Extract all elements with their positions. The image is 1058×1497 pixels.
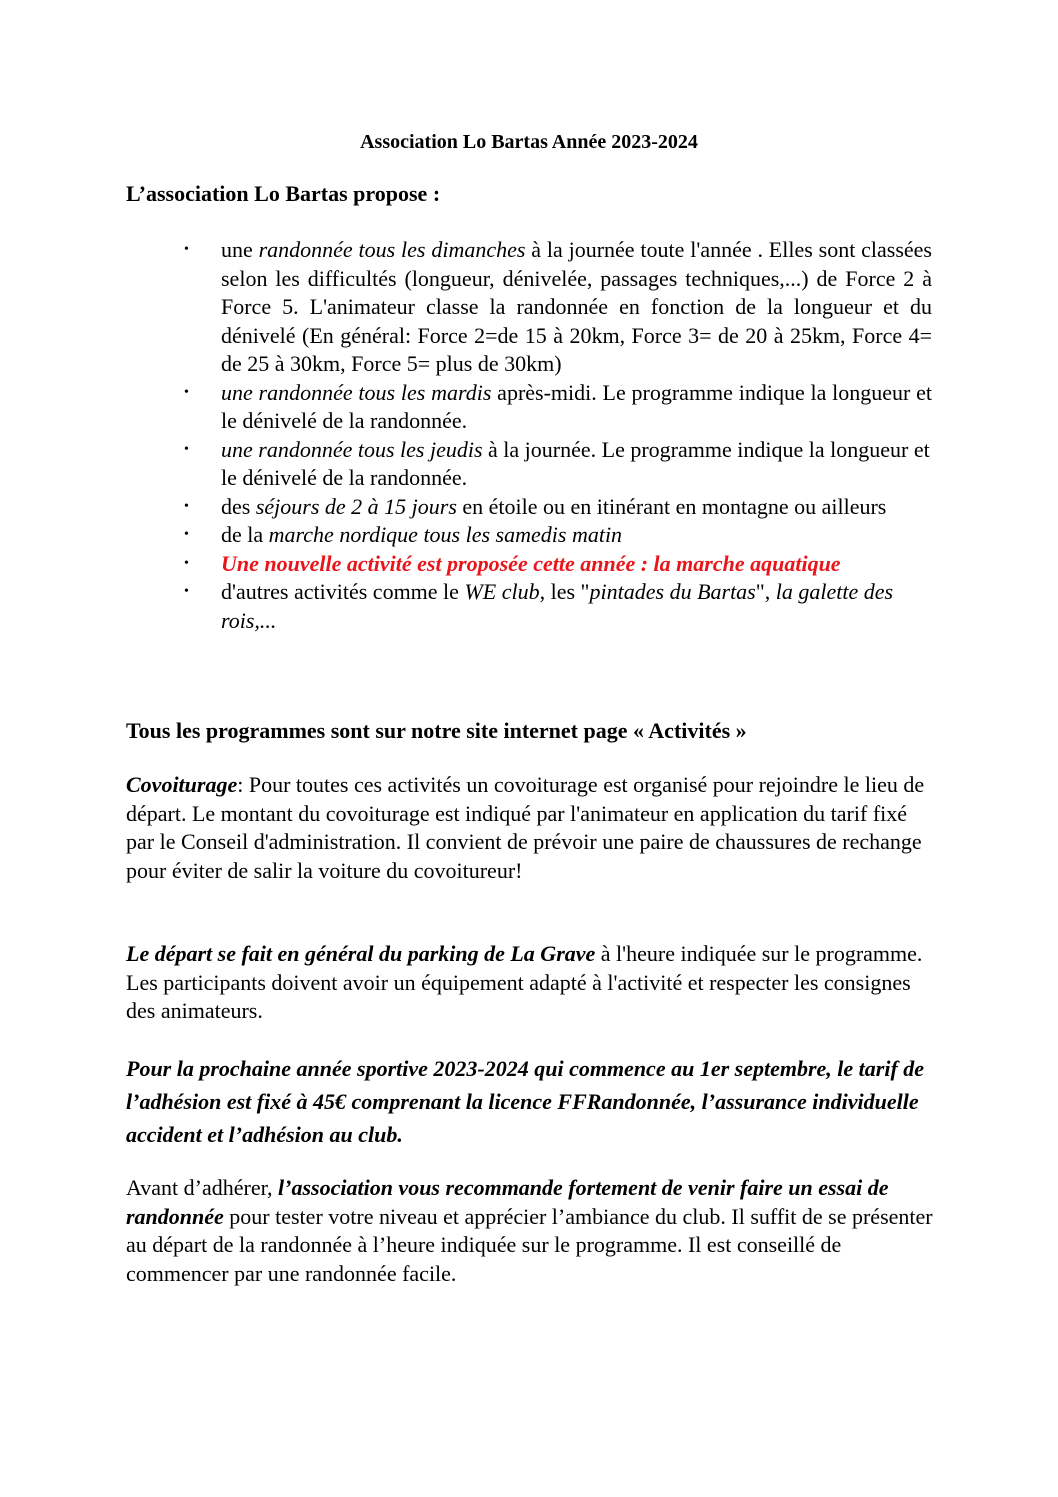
item-emphasis: la galette des rois,...: [221, 579, 894, 633]
trial-hike-paragraph: [126, 1174, 936, 1288]
item-text: en étoile ou en itinérant en montagne ou ailleurs: [456, 493, 887, 519]
item-text: des: [221, 493, 256, 519]
item-emphasis: séjours de 2 à 15 jours: [255, 493, 457, 519]
list-item-sunday-hikes: [177, 236, 932, 379]
departure-paragraph: [126, 940, 936, 1026]
covoiturage-text: : Pour toutes ces activités un covoiturage est organisé pour rejoindre le lieu de départ. Le montant du covoiturage est indiqué par l'animateur en application du tarif fixé par le Conseil d'administration. Il convient de prévoir une paire de chaussures de rechange pour éviter de salir la voiture du covoitureur!: [126, 772, 925, 883]
item-text: d'autres activités comme le: [221, 579, 465, 604]
programmes-notice: Tous les programmes sont sur notre site internet page « Activités »: [126, 718, 747, 743]
bullet-icon: •: [184, 242, 189, 257]
intro-heading: L’association Lo Bartas propose :: [126, 181, 441, 206]
item-text: de la: [221, 522, 269, 547]
departure-emphasis: Le départ se fait en général du parking de La Grave: [126, 941, 596, 966]
item-text: à la journée toute l'année . Elles sont classées selon les difficultés (longueur, dénivelée, passages techniques,...) de Force 2 à Force 5. L'animateur classe la randonnée en fonction de la longueur et du dénivelé (En général: Force 2=de 15 à 20km, Force 3= de 20 à 25km, Force 4= de 25 à 30km, Force 5= plus de 30km): [221, 237, 932, 376]
item-emphasis: une randonnée tous les jeudis: [221, 436, 483, 462]
item-emphasis: randonnée tous les dimanches: [258, 237, 526, 262]
list-item-tuesday-hikes: [177, 379, 932, 436]
covoiturage-paragraph: [126, 771, 936, 885]
list-item-thursday-hikes: [177, 436, 932, 493]
item-text: ",: [755, 579, 776, 604]
item-text: après-midi. Le programme indique la longueur et le dénivelé de la randonnée.: [221, 379, 933, 433]
item-text: une: [221, 237, 259, 262]
list-item-stays: [177, 493, 932, 522]
document-title: Association Lo Bartas Année 2023-2024: [360, 131, 698, 153]
item-emphasis: marche nordique tous les samedis matin: [268, 522, 623, 547]
new-activity-highlight: Une nouvelle activité est proposée cette année : la marche aquatique: [221, 550, 841, 576]
bullet-icon: •: [184, 584, 189, 599]
bullet-icon: •: [184, 555, 189, 571]
activities-list: [177, 236, 932, 635]
trial-emphasis: l’association vous recommande fortement de venir faire un essai de randonnée: [126, 1175, 889, 1229]
item-emphasis: WE club: [464, 579, 540, 604]
bullet-icon: •: [184, 384, 189, 400]
departure-text: à l'heure indiquée sur le programme. Les participants doivent avoir un équipement adapté à l'activité et respecter les consignes des animateurs.: [126, 941, 923, 1023]
list-item-new-activity: [177, 550, 932, 579]
bullet-icon: •: [184, 441, 189, 457]
list-item-other-activities: [177, 578, 932, 635]
bullet-icon: •: [184, 498, 189, 514]
list-item-nordic-walking: [177, 521, 932, 550]
membership-fee-paragraph: Pour la prochaine année sportive 2023-2024 qui commence au 1er septembre, le tarif de l’adhésion est fixé à 45€ comprenant la licence FFRandonnée, l’assurance individuelle accident et l’adhésion au club.: [126, 1056, 925, 1147]
bullet-icon: •: [184, 527, 189, 542]
item-text: , les ": [539, 579, 590, 604]
covoiturage-label: Covoiturage: [126, 772, 238, 797]
item-emphasis: une randonnée tous les mardis: [221, 379, 492, 405]
item-emphasis: pintades du Bartas: [589, 579, 756, 604]
item-text: à la journée. Le programme indique la longueur et le dénivelé de la randonnée.: [221, 436, 930, 490]
trial-text: Avant d’adhérer,: [126, 1175, 279, 1200]
trial-text: pour tester votre niveau et apprécier l’ambiance du club. Il suffit de se présenter au départ de la randonnée à l’heure indiquée sur le programme. Il est conseillé de commencer par une randonnée facile.: [126, 1203, 933, 1286]
